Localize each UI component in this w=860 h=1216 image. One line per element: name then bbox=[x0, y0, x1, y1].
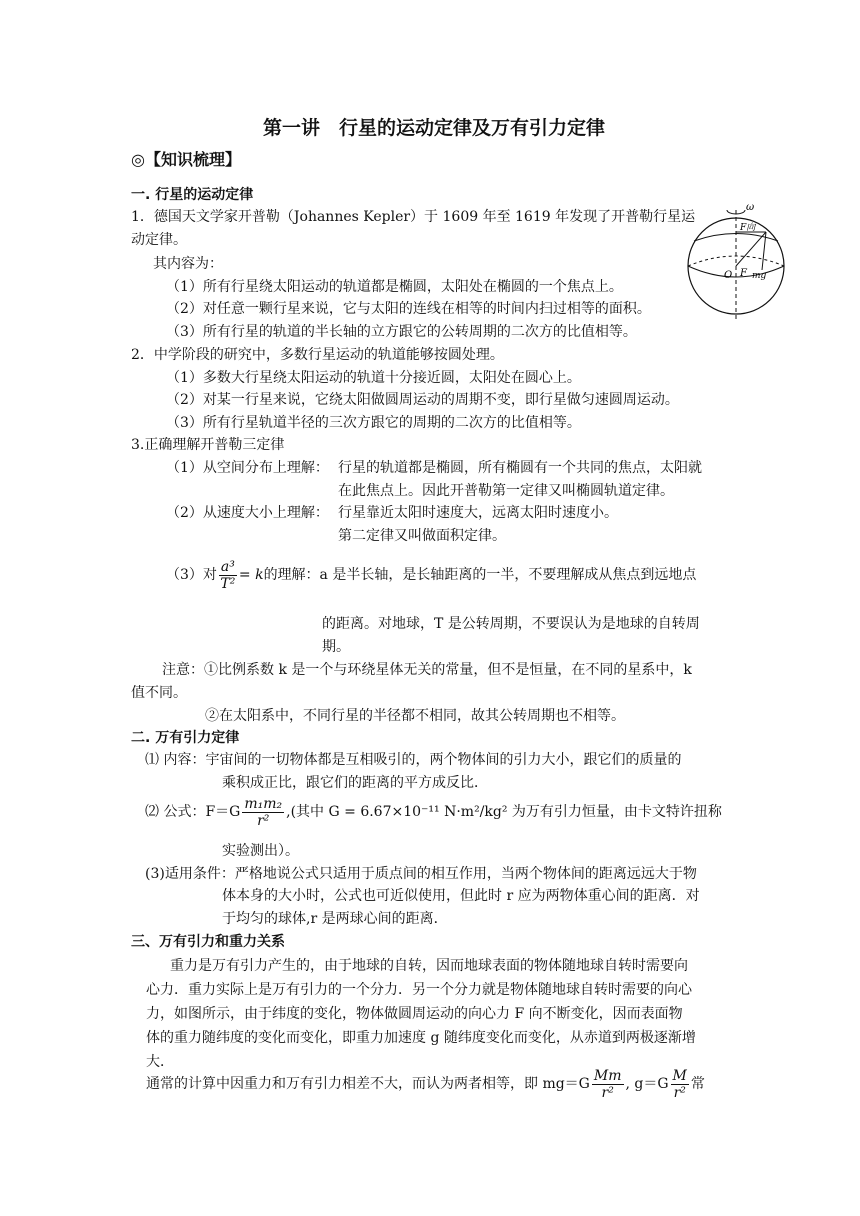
s2-formula-line bbox=[145, 792, 722, 832]
s1-u2-line2: 第二定律又叫做面积定律。 bbox=[338, 528, 506, 544]
s1-content-intro: 其内容为： bbox=[153, 256, 223, 272]
gravity-vector bbox=[762, 232, 766, 270]
s3-last-line bbox=[146, 1064, 705, 1104]
s1-u3-prefix: （3）对 bbox=[166, 567, 217, 583]
radius-line bbox=[736, 232, 766, 266]
s2-formula-mid: ,(其中 G = 6.67×10⁻¹¹ N·m²/kg² 为万有引力恒量，由卡文特许扭称 bbox=[286, 804, 722, 820]
mg-label: mg bbox=[752, 271, 767, 281]
s1-u3-line1 bbox=[166, 555, 696, 595]
s3-line-2: 心力．重力实际上是万有引力的一个分力．另一个分力就是物体随地球自转时需要的向心 bbox=[146, 982, 692, 998]
s3-last-suffix: 常 bbox=[690, 1076, 705, 1092]
s1-u1-line2: 在此焦点上。因此开普勒第一定律又叫椭圆轨道定律。 bbox=[338, 483, 674, 499]
s1-u3-line2: 的距离。对地球，T 是公转周期，不要误认为是地球的自转周 bbox=[322, 616, 700, 632]
gravity-frac-den: r² bbox=[257, 812, 270, 829]
s3-last-prefix: 通常的计算中因重力和万有引力相差不大，而认为两者相等，即 mg＝G bbox=[146, 1076, 590, 1092]
s2-c1-line1: ⑴ 内容：宇宙间的一切物体都是互相吸引的，两个物体间的引力大小，跟它们的质量的 bbox=[145, 752, 682, 768]
gravity-frac-num: m₁m₂ bbox=[244, 795, 283, 812]
s1-u1-label: （1）从空间分布上理解： bbox=[166, 460, 329, 476]
kepler-frac-num: a³ bbox=[220, 558, 235, 575]
s1-u2-label: （2）从速度大小上理解： bbox=[166, 505, 329, 521]
s1-p3: 3.正确理解开普勒三定律 bbox=[131, 437, 285, 453]
s1-p1-line2: 动定律。 bbox=[131, 232, 187, 248]
s1-law-3: （3）所有行星的轨道的半长轴的立方跟它的公转周期的二次方的比值相等。 bbox=[166, 324, 637, 340]
g-fraction bbox=[671, 1068, 689, 1101]
s2-c1-line2: 乘积成正比，跟它们的距离的平方成反比． bbox=[222, 775, 488, 791]
s1-u1-line1: 行星的轨道都是椭圆，所有椭圆有一个共同的焦点，太阳就 bbox=[338, 460, 702, 476]
earth-rotation-figure bbox=[680, 196, 790, 322]
kepler-eq: = k bbox=[238, 567, 264, 583]
g-frac-den: r² bbox=[673, 1084, 686, 1101]
omega-label: ω bbox=[746, 202, 755, 213]
s1-circle-1: （1）多数大行星绕太阳运动的轨道十分接近圆，太阳处在圆心上。 bbox=[166, 370, 581, 386]
s1-u3-line3: 期。 bbox=[322, 639, 350, 655]
section-2-heading: 二. 万有引力定律 bbox=[131, 730, 240, 746]
s2-c3-line2: 体本身的大小时，公式也可近似使用，但此时 r 应为两物体重心间的距离．对 bbox=[222, 888, 700, 904]
fn-label: F向 bbox=[740, 223, 756, 233]
s2-formula-prefix: ⑵ 公式：F＝G bbox=[145, 804, 241, 820]
mg-frac-den: r² bbox=[601, 1084, 614, 1101]
origin-label: O bbox=[724, 270, 733, 281]
force-label: F bbox=[740, 268, 747, 279]
s1-note2: ②在太阳系中，不同行星的半径都不相同，故其公转周期也不相等。 bbox=[205, 708, 625, 724]
s3-line-3: 力，如图所示，由于纬度的变化，物体做圆周运动的向心力 F 向不断变化，因而表面物 bbox=[146, 1006, 683, 1022]
s1-circle-2: （2）对某一行星来说，它绕太阳做圆周运动的周期不变，即行星做匀速圆周运动。 bbox=[166, 392, 679, 408]
section-3-heading: 三、万有引力和重力关系 bbox=[131, 934, 285, 950]
g-frac-num: M bbox=[672, 1067, 687, 1084]
s1-p1-line1: 1．德国天文学家开普勒（Johannes Kepler）于 1609 年至 1619 年发现了开普勒行星运 bbox=[131, 209, 696, 225]
s1-u3-rest: 的理解：a 是半长轴，是长轴距离的一半，不要理解成从焦点到远地点 bbox=[263, 567, 697, 583]
s1-u2-line1: 行星靠近太阳时速度大，远离太阳时速度小。 bbox=[338, 505, 618, 521]
s1-law-1: （1）所有行星绕太阳运动的轨道都是椭圆，太阳处在椭圆的一个焦点上。 bbox=[166, 279, 623, 295]
section-1-heading: 一. 行星的运动定律 bbox=[131, 187, 254, 203]
mg-frac-num: Mm bbox=[593, 1067, 622, 1084]
s3-line-5: 大． bbox=[146, 1054, 174, 1070]
knowledge-heading: ◎【知识梳理】 bbox=[131, 150, 241, 169]
gravity-fraction bbox=[242, 796, 284, 829]
s1-circle-3: （3）所有行星轨道半径的三次方跟它的周期的二次方的比值相等。 bbox=[166, 415, 581, 431]
s2-formula-line2: 实验测出）。 bbox=[222, 843, 299, 859]
s3-last-mid: , g＝G bbox=[625, 1076, 669, 1092]
s3-line-1: 重力是万有引力产生的，由于地球的自转，因而地球表面的物体随地球自转时需要向 bbox=[170, 958, 688, 974]
s1-law-2: （2）对任意一颗行星来说，它与太阳的连线在相等的时间内扫过相等的面积。 bbox=[166, 301, 651, 317]
kepler-fraction bbox=[219, 559, 237, 592]
mg-fraction bbox=[592, 1068, 624, 1101]
s1-p2: 2．中学阶段的研究中，多数行星运动的轨道能够按圆处理。 bbox=[131, 347, 504, 363]
s1-note1-line1: 注意：①比例系数 k 是一个与环绕星体无关的常量，但不是恒量，在不同的星系中，k bbox=[162, 662, 692, 678]
s2-c3-line1: (3)适用条件：严格地说公式只适用于质点间的相互作用，当两个物体间的距离远远大于物 bbox=[145, 866, 697, 882]
s2-c3-line3: 于均匀的球体,r 是两球心间的距离． bbox=[222, 911, 448, 927]
s1-note1-line2: 值不同。 bbox=[131, 685, 187, 701]
s3-line-4: 体的重力随纬度的变化而变化，即重力加速度 g 随纬度变化而变化，从赤道到两极逐渐增 bbox=[146, 1030, 696, 1046]
kepler-frac-den: T² bbox=[220, 575, 236, 592]
page-title: 第一讲 行星的运动定律及万有引力定律 bbox=[263, 117, 606, 139]
